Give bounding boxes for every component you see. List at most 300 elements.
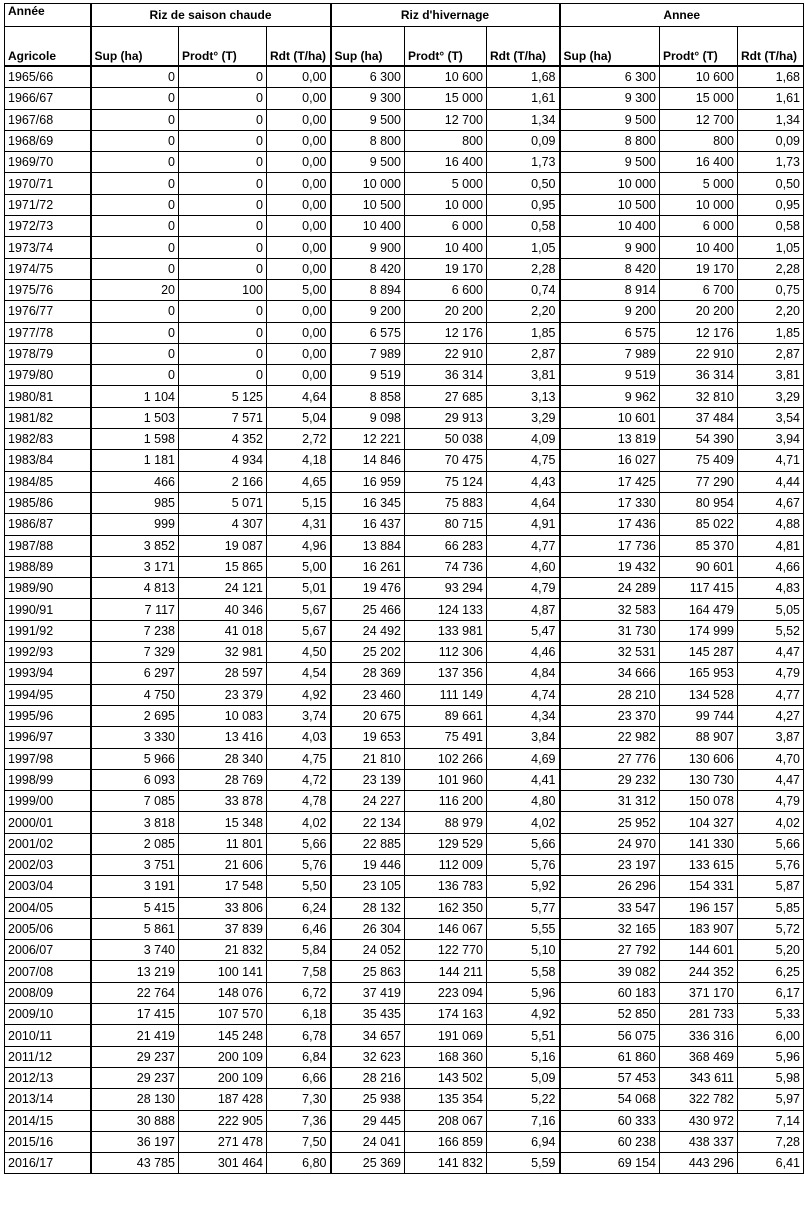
warm-sup-cell: 7 238 <box>91 620 179 641</box>
warm-prodt-cell: 200 109 <box>179 1046 267 1067</box>
year-cell: 2003/04 <box>5 876 91 897</box>
winter-rdt-cell: 4,77 <box>487 535 560 556</box>
winter-rdt-cell: 4,79 <box>487 578 560 599</box>
warm-rdt-cell: 7,36 <box>267 1110 331 1131</box>
year-prodt-cell: 133 615 <box>660 854 738 875</box>
year-cell: 2012/13 <box>5 1067 91 1088</box>
winter-rdt-cell: 5,96 <box>487 982 560 1003</box>
warm-prodt-cell: 145 248 <box>179 1025 267 1046</box>
year-rdt-cell: 5,52 <box>738 620 804 641</box>
table-row <box>5 386 804 407</box>
winter-sup-cell: 10 500 <box>331 194 405 215</box>
winter-rdt-cell: 5,76 <box>487 854 560 875</box>
year-rdt-cell: 0,58 <box>738 216 804 237</box>
winter-prodt-cell: 10 400 <box>405 237 487 258</box>
year-cell: 1996/97 <box>5 727 91 748</box>
warm-rdt-cell: 0,00 <box>267 237 331 258</box>
winter-sup-cell: 9 300 <box>331 88 405 109</box>
year-cell: 2001/02 <box>5 833 91 854</box>
year-rdt-cell: 6,17 <box>738 982 804 1003</box>
warm-sup-cell: 3 818 <box>91 812 179 833</box>
warm-sup-cell: 2 085 <box>91 833 179 854</box>
warm-sup-cell: 1 503 <box>91 407 179 428</box>
warm-prodt-cell: 33 806 <box>179 897 267 918</box>
winter-prodt-cell: 141 832 <box>405 1153 487 1174</box>
warm-sup-cell: 985 <box>91 492 179 513</box>
year-cell: 1972/73 <box>5 216 91 237</box>
winter-rdt-cell: 4,43 <box>487 471 560 492</box>
year-prodt-cell: 117 415 <box>660 578 738 599</box>
winter-prodt-cell: 124 133 <box>405 599 487 620</box>
year-sup-cell: 17 736 <box>560 535 660 556</box>
warm-prodt-cell: 23 379 <box>179 684 267 705</box>
year-prodt-cell: 183 907 <box>660 918 738 939</box>
group-header-winter: Riz d'hivernage <box>331 4 560 27</box>
warm-sup-cell: 0 <box>91 301 179 322</box>
year-cell: 1977/78 <box>5 322 91 343</box>
winter-rdt-cell: 5,16 <box>487 1046 560 1067</box>
year-prodt-cell: 443 296 <box>660 1153 738 1174</box>
year-rdt-cell: 4,81 <box>738 535 804 556</box>
col-header-rdt: Rdt (T/ha) <box>487 27 560 67</box>
warm-prodt-cell: 0 <box>179 66 267 88</box>
winter-rdt-cell: 5,55 <box>487 918 560 939</box>
winter-sup-cell: 28 216 <box>331 1067 405 1088</box>
warm-sup-cell: 21 419 <box>91 1025 179 1046</box>
table-row <box>5 1025 804 1046</box>
winter-sup-cell: 16 261 <box>331 556 405 577</box>
year-cell: 1974/75 <box>5 258 91 279</box>
year-cell: 2004/05 <box>5 897 91 918</box>
warm-prodt-cell: 28 769 <box>179 769 267 790</box>
year-prodt-cell: 36 314 <box>660 365 738 386</box>
winter-prodt-cell: 50 038 <box>405 429 487 450</box>
table-row <box>5 1089 804 1110</box>
year-prodt-cell: 371 170 <box>660 982 738 1003</box>
year-cell: 1983/84 <box>5 450 91 471</box>
warm-rdt-cell: 0,00 <box>267 258 331 279</box>
group-header-year: Annee <box>560 4 804 27</box>
year-sup-cell: 28 210 <box>560 684 660 705</box>
warm-rdt-cell: 5,01 <box>267 578 331 599</box>
winter-sup-cell: 16 345 <box>331 492 405 513</box>
table-header <box>5 4 804 67</box>
year-cell: 1984/85 <box>5 471 91 492</box>
winter-rdt-cell: 4,09 <box>487 429 560 450</box>
winter-prodt-cell: 70 475 <box>405 450 487 471</box>
table-row <box>5 301 804 322</box>
year-cell: 1981/82 <box>5 407 91 428</box>
warm-rdt-cell: 0,00 <box>267 365 331 386</box>
table-row <box>5 450 804 471</box>
warm-sup-cell: 5 415 <box>91 897 179 918</box>
warm-sup-cell: 0 <box>91 194 179 215</box>
table-row <box>5 471 804 492</box>
header-row-groups <box>5 4 804 27</box>
warm-prodt-cell: 0 <box>179 237 267 258</box>
winter-sup-cell: 24 492 <box>331 620 405 641</box>
year-prodt-cell: 130 606 <box>660 748 738 769</box>
warm-sup-cell: 36 197 <box>91 1131 179 1152</box>
year-sup-cell: 9 519 <box>560 365 660 386</box>
year-cell: 2016/17 <box>5 1153 91 1174</box>
table-row <box>5 429 804 450</box>
year-cell: 2009/10 <box>5 1004 91 1025</box>
warm-prodt-cell: 0 <box>179 173 267 194</box>
winter-sup-cell: 28 369 <box>331 663 405 684</box>
warm-sup-cell: 0 <box>91 258 179 279</box>
winter-rdt-cell: 3,81 <box>487 365 560 386</box>
winter-prodt-cell: 112 306 <box>405 642 487 663</box>
winter-rdt-cell: 4,87 <box>487 599 560 620</box>
warm-rdt-cell: 5,15 <box>267 492 331 513</box>
year-prodt-cell: 104 327 <box>660 812 738 833</box>
year-rdt-cell: 6,00 <box>738 1025 804 1046</box>
year-cell: 2002/03 <box>5 854 91 875</box>
winter-sup-cell: 37 419 <box>331 982 405 1003</box>
warm-rdt-cell: 0,00 <box>267 216 331 237</box>
warm-rdt-cell: 2,72 <box>267 429 331 450</box>
warm-rdt-cell: 7,50 <box>267 1131 331 1152</box>
year-rdt-cell: 3,29 <box>738 386 804 407</box>
year-prodt-cell: 75 409 <box>660 450 738 471</box>
warm-prodt-cell: 100 <box>179 279 267 300</box>
winter-sup-cell: 16 437 <box>331 514 405 535</box>
year-rdt-cell: 5,76 <box>738 854 804 875</box>
winter-rdt-cell: 5,47 <box>487 620 560 641</box>
year-sup-cell: 7 989 <box>560 343 660 364</box>
warm-prodt-cell: 200 109 <box>179 1067 267 1088</box>
winter-rdt-cell: 5,92 <box>487 876 560 897</box>
warm-rdt-cell: 7,30 <box>267 1089 331 1110</box>
winter-rdt-cell: 4,41 <box>487 769 560 790</box>
year-rdt-cell: 3,94 <box>738 429 804 450</box>
winter-rdt-cell: 0,50 <box>487 173 560 194</box>
winter-sup-cell: 28 132 <box>331 897 405 918</box>
year-rdt-cell: 4,79 <box>738 791 804 812</box>
table-row <box>5 514 804 535</box>
winter-sup-cell: 19 476 <box>331 578 405 599</box>
warm-prodt-cell: 0 <box>179 365 267 386</box>
winter-rdt-cell: 0,58 <box>487 216 560 237</box>
warm-rdt-cell: 5,00 <box>267 556 331 577</box>
year-cell: 2008/09 <box>5 982 91 1003</box>
table-row <box>5 727 804 748</box>
year-sup-cell: 9 200 <box>560 301 660 322</box>
year-sup-cell: 52 850 <box>560 1004 660 1025</box>
year-sup-cell: 60 183 <box>560 982 660 1003</box>
warm-rdt-cell: 3,74 <box>267 705 331 726</box>
year-sup-cell: 32 583 <box>560 599 660 620</box>
warm-rdt-cell: 6,84 <box>267 1046 331 1067</box>
year-sup-cell: 60 238 <box>560 1131 660 1152</box>
warm-rdt-cell: 6,24 <box>267 897 331 918</box>
warm-prodt-cell: 32 981 <box>179 642 267 663</box>
winter-sup-cell: 25 466 <box>331 599 405 620</box>
year-prodt-cell: 165 953 <box>660 663 738 684</box>
year-rdt-cell: 7,14 <box>738 1110 804 1131</box>
table-row <box>5 173 804 194</box>
table-row <box>5 1067 804 1088</box>
warm-rdt-cell: 6,66 <box>267 1067 331 1088</box>
warm-prodt-cell: 7 571 <box>179 407 267 428</box>
year-sup-cell: 61 860 <box>560 1046 660 1067</box>
warm-rdt-cell: 4,92 <box>267 684 331 705</box>
warm-rdt-cell: 4,96 <box>267 535 331 556</box>
winter-sup-cell: 9 900 <box>331 237 405 258</box>
warm-sup-cell: 466 <box>91 471 179 492</box>
winter-rdt-cell: 4,69 <box>487 748 560 769</box>
winter-sup-cell: 25 202 <box>331 642 405 663</box>
winter-sup-cell: 9 519 <box>331 365 405 386</box>
warm-rdt-cell: 0,00 <box>267 301 331 322</box>
winter-prodt-cell: 101 960 <box>405 769 487 790</box>
year-prodt-cell: 430 972 <box>660 1110 738 1131</box>
col-header-prodt: Prodt° (T) <box>405 27 487 67</box>
winter-sup-cell: 9 200 <box>331 301 405 322</box>
warm-prodt-cell: 107 570 <box>179 1004 267 1025</box>
year-rdt-cell: 1,61 <box>738 88 804 109</box>
year-rdt-cell: 4,77 <box>738 684 804 705</box>
year-prodt-cell: 37 484 <box>660 407 738 428</box>
year-sup-cell: 56 075 <box>560 1025 660 1046</box>
year-sup-cell: 19 432 <box>560 556 660 577</box>
winter-sup-cell: 20 675 <box>331 705 405 726</box>
year-prodt-cell: 343 611 <box>660 1067 738 1088</box>
winter-sup-cell: 8 858 <box>331 386 405 407</box>
year-cell: 1979/80 <box>5 365 91 386</box>
year-prodt-cell: 12 176 <box>660 322 738 343</box>
warm-prodt-cell: 0 <box>179 322 267 343</box>
winter-prodt-cell: 12 700 <box>405 109 487 130</box>
year-cell: 1998/99 <box>5 769 91 790</box>
warm-sup-cell: 7 117 <box>91 599 179 620</box>
year-prodt-cell: 130 730 <box>660 769 738 790</box>
year-prodt-cell: 141 330 <box>660 833 738 854</box>
winter-rdt-cell: 1,73 <box>487 152 560 173</box>
warm-prodt-cell: 0 <box>179 88 267 109</box>
year-prodt-cell: 77 290 <box>660 471 738 492</box>
warm-sup-cell: 4 750 <box>91 684 179 705</box>
year-rdt-cell: 4,67 <box>738 492 804 513</box>
warm-prodt-cell: 5 071 <box>179 492 267 513</box>
winter-rdt-cell: 4,60 <box>487 556 560 577</box>
year-rdt-cell: 1,05 <box>738 237 804 258</box>
winter-rdt-cell: 4,92 <box>487 1004 560 1025</box>
winter-prodt-cell: 6 600 <box>405 279 487 300</box>
winter-sup-cell: 22 885 <box>331 833 405 854</box>
warm-prodt-cell: 0 <box>179 152 267 173</box>
year-sup-cell: 17 425 <box>560 471 660 492</box>
year-cell: 1999/00 <box>5 791 91 812</box>
warm-prodt-cell: 222 905 <box>179 1110 267 1131</box>
winter-prodt-cell: 122 770 <box>405 940 487 961</box>
winter-rdt-cell: 4,75 <box>487 450 560 471</box>
year-prodt-cell: 800 <box>660 130 738 151</box>
table-row <box>5 1046 804 1067</box>
warm-rdt-cell: 6,72 <box>267 982 331 1003</box>
warm-rdt-cell: 5,50 <box>267 876 331 897</box>
year-sup-cell: 22 982 <box>560 727 660 748</box>
year-cell: 2013/14 <box>5 1089 91 1110</box>
year-prodt-cell: 244 352 <box>660 961 738 982</box>
warm-sup-cell: 5 861 <box>91 918 179 939</box>
winter-sup-cell: 14 846 <box>331 450 405 471</box>
winter-prodt-cell: 111 149 <box>405 684 487 705</box>
year-cell: 1987/88 <box>5 535 91 556</box>
table-row <box>5 556 804 577</box>
year-sup-cell: 57 453 <box>560 1067 660 1088</box>
warm-sup-cell: 0 <box>91 88 179 109</box>
warm-rdt-cell: 6,18 <box>267 1004 331 1025</box>
winter-rdt-cell: 4,46 <box>487 642 560 663</box>
group-header-warm-season: Riz de saison chaude <box>91 4 331 27</box>
winter-prodt-cell: 66 283 <box>405 535 487 556</box>
winter-sup-cell: 9 500 <box>331 109 405 130</box>
year-rdt-cell: 4,71 <box>738 450 804 471</box>
year-prodt-cell: 145 287 <box>660 642 738 663</box>
year-prodt-cell: 12 700 <box>660 109 738 130</box>
year-rdt-cell: 5,72 <box>738 918 804 939</box>
year-sup-cell: 10 601 <box>560 407 660 428</box>
warm-sup-cell: 28 130 <box>91 1089 179 1110</box>
winter-sup-cell: 6 575 <box>331 322 405 343</box>
warm-sup-cell: 13 219 <box>91 961 179 982</box>
table-row <box>5 279 804 300</box>
year-sup-cell: 39 082 <box>560 961 660 982</box>
table-row <box>5 599 804 620</box>
year-sup-cell: 23 370 <box>560 705 660 726</box>
year-prodt-cell: 368 469 <box>660 1046 738 1067</box>
col-header-prodt: Prodt° (T) <box>179 27 267 67</box>
winter-prodt-cell: 10 600 <box>405 66 487 88</box>
year-sup-cell: 8 914 <box>560 279 660 300</box>
year-cell: 1982/83 <box>5 429 91 450</box>
warm-rdt-cell: 0,00 <box>267 88 331 109</box>
year-cell: 1968/69 <box>5 130 91 151</box>
year-prodt-cell: 164 479 <box>660 599 738 620</box>
warm-rdt-cell: 0,00 <box>267 343 331 364</box>
year-prodt-cell: 150 078 <box>660 791 738 812</box>
warm-rdt-cell: 7,58 <box>267 961 331 982</box>
year-rdt-cell: 1,34 <box>738 109 804 130</box>
year-prodt-cell: 19 170 <box>660 258 738 279</box>
table-row <box>5 194 804 215</box>
warm-prodt-cell: 0 <box>179 216 267 237</box>
year-cell: 1971/72 <box>5 194 91 215</box>
table-row <box>5 918 804 939</box>
year-cell: 1980/81 <box>5 386 91 407</box>
year-rdt-cell: 4,44 <box>738 471 804 492</box>
winter-rdt-cell: 6,94 <box>487 1131 560 1152</box>
warm-prodt-cell: 40 346 <box>179 599 267 620</box>
table-row <box>5 982 804 1003</box>
year-sup-cell: 69 154 <box>560 1153 660 1174</box>
winter-rdt-cell: 1,34 <box>487 109 560 130</box>
warm-sup-cell: 7 329 <box>91 642 179 663</box>
winter-prodt-cell: 168 360 <box>405 1046 487 1067</box>
winter-sup-cell: 7 989 <box>331 343 405 364</box>
year-rdt-cell: 4,66 <box>738 556 804 577</box>
year-prodt-cell: 134 528 <box>660 684 738 705</box>
year-rdt-cell: 4,88 <box>738 514 804 535</box>
warm-sup-cell: 3 330 <box>91 727 179 748</box>
warm-rdt-cell: 0,00 <box>267 322 331 343</box>
year-sup-cell: 34 666 <box>560 663 660 684</box>
winter-prodt-cell: 12 176 <box>405 322 487 343</box>
winter-prodt-cell: 10 000 <box>405 194 487 215</box>
year-prodt-cell: 99 744 <box>660 705 738 726</box>
winter-rdt-cell: 5,09 <box>487 1067 560 1088</box>
year-rdt-cell: 3,87 <box>738 727 804 748</box>
table-row <box>5 1153 804 1174</box>
table-row <box>5 620 804 641</box>
winter-sup-cell: 21 810 <box>331 748 405 769</box>
table-row <box>5 343 804 364</box>
winter-prodt-cell: 146 067 <box>405 918 487 939</box>
warm-prodt-cell: 21 832 <box>179 940 267 961</box>
year-cell: 2006/07 <box>5 940 91 961</box>
warm-sup-cell: 0 <box>91 322 179 343</box>
warm-prodt-cell: 301 464 <box>179 1153 267 1174</box>
warm-prodt-cell: 19 087 <box>179 535 267 556</box>
year-sup-cell: 31 312 <box>560 791 660 812</box>
year-cell: 1970/71 <box>5 173 91 194</box>
year-prodt-cell: 5 000 <box>660 173 738 194</box>
winter-sup-cell: 24 052 <box>331 940 405 961</box>
year-sup-cell: 9 500 <box>560 109 660 130</box>
year-sup-cell: 13 819 <box>560 429 660 450</box>
year-prodt-cell: 54 390 <box>660 429 738 450</box>
winter-prodt-cell: 129 529 <box>405 833 487 854</box>
warm-sup-cell: 999 <box>91 514 179 535</box>
winter-prodt-cell: 36 314 <box>405 365 487 386</box>
year-rdt-cell: 4,47 <box>738 769 804 790</box>
year-rdt-cell: 5,33 <box>738 1004 804 1025</box>
table-row <box>5 130 804 151</box>
year-sup-cell: 24 289 <box>560 578 660 599</box>
year-sup-cell: 17 330 <box>560 492 660 513</box>
year-cell: 1973/74 <box>5 237 91 258</box>
winter-rdt-cell: 4,84 <box>487 663 560 684</box>
winter-prodt-cell: 191 069 <box>405 1025 487 1046</box>
winter-prodt-cell: 29 913 <box>405 407 487 428</box>
col-header-sup: Sup (ha) <box>91 27 179 67</box>
winter-prodt-cell: 135 354 <box>405 1089 487 1110</box>
warm-sup-cell: 0 <box>91 130 179 151</box>
winter-rdt-cell: 2,28 <box>487 258 560 279</box>
table-row <box>5 833 804 854</box>
warm-sup-cell: 17 415 <box>91 1004 179 1025</box>
warm-rdt-cell: 4,54 <box>267 663 331 684</box>
year-sup-cell: 33 547 <box>560 897 660 918</box>
warm-sup-cell: 1 598 <box>91 429 179 450</box>
table-row <box>5 961 804 982</box>
year-prodt-cell: 22 910 <box>660 343 738 364</box>
warm-sup-cell: 3 191 <box>91 876 179 897</box>
winter-rdt-cell: 3,29 <box>487 407 560 428</box>
warm-prodt-cell: 187 428 <box>179 1089 267 1110</box>
warm-rdt-cell: 0,00 <box>267 152 331 173</box>
year-cell: 1992/93 <box>5 642 91 663</box>
year-rdt-cell: 5,85 <box>738 897 804 918</box>
winter-rdt-cell: 2,20 <box>487 301 560 322</box>
table-row <box>5 897 804 918</box>
warm-rdt-cell: 4,72 <box>267 769 331 790</box>
year-cell: 2011/12 <box>5 1046 91 1067</box>
winter-sup-cell: 32 623 <box>331 1046 405 1067</box>
winter-prodt-cell: 75 124 <box>405 471 487 492</box>
